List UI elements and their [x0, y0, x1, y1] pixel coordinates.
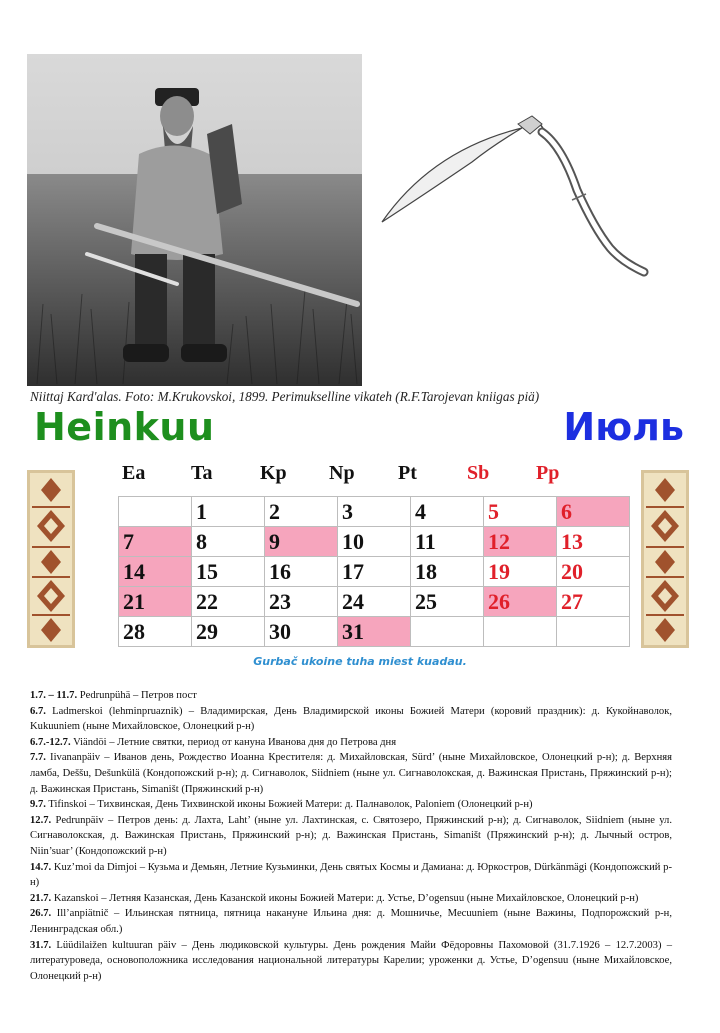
day-cell: 19 — [484, 557, 557, 587]
note-item — [30, 750, 672, 797]
note-date: 9.7. — [30, 799, 46, 811]
day-cell: 29 — [192, 617, 265, 647]
note-date: 14.7. — [30, 861, 52, 873]
day-cell: 25 — [411, 587, 484, 617]
weekday-fri: Pt — [398, 462, 417, 484]
weekday-wed: Kp — [260, 462, 287, 484]
note-text: Viändöi – Летние святки, период от кануна Иванова дня до Петрова дня — [70, 736, 397, 748]
day-cell-highlight: 7 — [119, 527, 192, 557]
photo-caption: Niittaj Kard'alas. Foto: M.Krukovskoi, 1899. Perimukselline vikateh (R.F.Tarojevan kniigas piä) — [30, 389, 540, 404]
note-item — [30, 891, 672, 907]
note-item — [30, 938, 672, 985]
note-item — [30, 906, 672, 937]
note-date: 6.7.-12.7. — [30, 736, 71, 748]
note-text: Lüüdilaižen kultuuran päiv – День людиковской культуры. День рождения Майи Фёдоровны Пахомовой (31.7.1926 – 12.7.2003) – литературоведа, основоположника исследования национальной литературы Карелии; уроженки д. Устье, D’ogensuu (ныне Михайловское, Олонецкий р-н) — [30, 939, 672, 982]
day-cell: 20 — [557, 557, 630, 587]
note-item — [30, 735, 672, 751]
day-cell — [557, 617, 630, 647]
day-cell-highlight: 12 — [484, 527, 557, 557]
day-cell: 16 — [265, 557, 338, 587]
day-cell: 11 — [411, 527, 484, 557]
right-ornament — [641, 470, 689, 648]
note-date: 6.7. — [30, 705, 46, 717]
weekday-tue: Ta — [191, 462, 213, 484]
note-date: 7.7. — [30, 752, 46, 764]
day-cell: 8 — [192, 527, 265, 557]
note-item — [30, 860, 672, 891]
day-cell — [411, 617, 484, 647]
note-date: 12.7. — [30, 814, 52, 826]
note-text: Ladmerskoi (lehminpruaznik) – Владимирская, День Владимирской иконы Божией Матери (коровий праздник): д. Кукойнаволок, Kukuuniem (ныне Михайловское, Олонецкий р-н) — [30, 705, 672, 733]
day-cell-highlight: 9 — [265, 527, 338, 557]
day-cell: 23 — [265, 587, 338, 617]
note-text: Kazanskoi – Летняя Казанская, День Казанской иконы Божией Матери: д. Устье, D’ogensuu (ныне Михайловское, Олонецкий р-н) — [51, 892, 639, 904]
weekday-sun: Pp — [536, 462, 560, 484]
weekday-mon: Ea — [122, 462, 146, 484]
calendar-week — [119, 527, 630, 557]
scythe-drawing — [372, 110, 692, 280]
note-item — [30, 688, 672, 704]
day-cell: 4 — [411, 497, 484, 527]
note-item — [30, 797, 672, 813]
day-cell: 24 — [338, 587, 411, 617]
day-cell: 10 — [338, 527, 411, 557]
day-cell-highlight: 31 — [338, 617, 411, 647]
note-text: Pedrunpäiv – Петров день: д. Лахта, Laht’ (ныне ул. Лахтинская, с. Святозеро, Пряжинский р-н); д. Сигнаволок, Siidniem (ныне ул. Сигнаволокская, д. Важинская Пристань, Пряжинский р-н); д. Важинская Пристань, Simaništ (Пряжинский р-н); д. Лычный остров, Niin’suar’ (Кондопожский р-н) — [30, 814, 672, 857]
day-cell: 28 — [119, 617, 192, 647]
day-cell — [484, 617, 557, 647]
note-item — [30, 704, 672, 735]
day-cell-highlight: 6 — [557, 497, 630, 527]
left-ornament — [27, 470, 75, 648]
weekday-sat: Sb — [467, 462, 490, 484]
note-text: Ill’anpiätnič – Ильинская пятница, пятница накануне Ильина дня: д. Мошничье, Mecuuniem (ныне Важины, Подпорожский р-н, Ленинградская обл.) — [30, 908, 672, 935]
holiday-notes — [30, 688, 672, 984]
day-cell-highlight: 14 — [119, 557, 192, 587]
day-cell: 13 — [557, 527, 630, 557]
mower-photo — [27, 54, 362, 386]
calendar-week — [119, 497, 630, 527]
day-cell-highlight: 26 — [484, 587, 557, 617]
month-title-karelian: Heinkuu — [34, 405, 215, 449]
note-date: 26.7. — [30, 908, 52, 920]
day-cell: 15 — [192, 557, 265, 587]
note-text: Kuz’moi da Dimjoi – Кузьма и Демьян, Летние Кузьминки, День святых Космы и Дамиана: д. Юркостров, Dürkänmägi (Кондопожский р-н) — [30, 861, 672, 889]
note-date: 1.7. – 11.7. — [30, 690, 78, 701]
day-cell-highlight: 21 — [119, 587, 192, 617]
note-date: 21.7. — [30, 892, 52, 904]
note-date: 31.7. — [30, 939, 52, 951]
day-cell — [119, 497, 192, 527]
calendar-week — [119, 587, 630, 617]
calendar-week — [119, 617, 630, 647]
day-cell: 30 — [265, 617, 338, 647]
day-cell: 2 — [265, 497, 338, 527]
month-title-russian: Июль — [563, 405, 684, 449]
weekday-header — [118, 462, 602, 492]
note-item — [30, 813, 672, 860]
weekday-thu: Np — [329, 462, 355, 484]
proverb: Gurbač ukoine tuha miest kuadau. — [253, 655, 467, 668]
note-text: Tifinskoi – Тихвинская, День Тихвинской иконы Божией Матери: д. Палнаволок, Paloniem (Олонецкий р-н) — [45, 799, 533, 811]
calendar-grid — [118, 496, 630, 647]
day-cell: 27 — [557, 587, 630, 617]
note-text: Iivananpäiv – Иванов день, Рождество Иоанна Крестителя: д. Михайловская, Sürd’ (ныне Михайловское, Олонецкий р-н); д. Верхняя ламба, Deššu, Dešunkülä (Кондопожский р-н); д. Сигнаволок, Siidniem (ныне ул. Сигнаволокская, д. Важинская Пристань, Пряжинский р-н); д. Важинская Пристань, Simaništ (Пряжинский р-н) — [30, 752, 672, 795]
calendar-week — [119, 557, 630, 587]
day-cell: 22 — [192, 587, 265, 617]
day-cell: 5 — [484, 497, 557, 527]
day-cell: 1 — [192, 497, 265, 527]
note-text: Pedrunpühä – Петров пост — [77, 690, 197, 701]
day-cell: 17 — [338, 557, 411, 587]
day-cell: 3 — [338, 497, 411, 527]
day-cell: 18 — [411, 557, 484, 587]
